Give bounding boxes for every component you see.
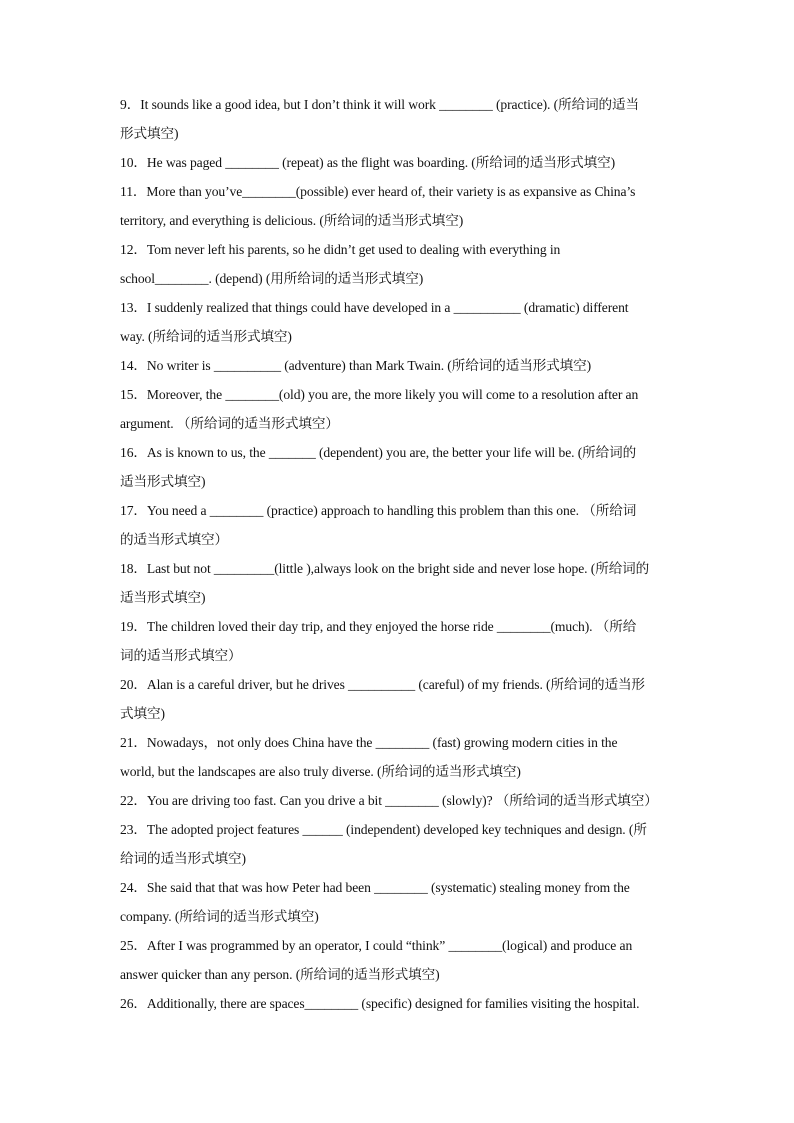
question-line: 23．The adopted project features ______ (independent) developed key techniques and design. (所 (120, 822, 647, 837)
question-line: argument. （所给词的适当形式填空） (120, 416, 339, 431)
question-line: 21．Nowadays，not only does China have the ________ (fast) growing modern cities in the (120, 735, 618, 750)
question-list (120, 90, 676, 1018)
question-line: 22．You are driving too fast. Can you drive a bit ________ (slowly)? （所给词的适当形式填空） (120, 793, 658, 808)
question-line: 适当形式填空) (120, 474, 206, 489)
question-line: 16．As is known to us, the _______ (dependent) you are, the better your life will be. (所给词的 (120, 445, 637, 460)
question-line: 13．I suddenly realized that things could have developed in a __________ (dramatic) different (120, 300, 629, 315)
question-line: 的适当形式填空） (120, 532, 228, 547)
question-line: 词的适当形式填空） (120, 648, 242, 663)
question-line: 26．Additionally, there are spaces________ (specific) designed for families visiting the hospital. (120, 996, 640, 1011)
question-line: 10．He was paged ________ (repeat) as the flight was boarding. (所给词的适当形式填空) (120, 155, 616, 170)
question-line: 式填空) (120, 706, 165, 721)
question-line: 19．The children loved their day trip, and they enjoyed the horse ride ________(much). （所给 (120, 619, 637, 634)
question-line: 11．More than you’ve________(possible) ever heard of, their variety is as expansive as China’s (120, 184, 636, 199)
question-line: 25．After I was programmed by an operator, I could “think” ________(logical) and produce an (120, 938, 633, 953)
question-line: territory, and everything is delicious. (所给词的适当形式填空) (120, 213, 464, 228)
question-line: answer quicker than any person. (所给词的适当形式填空) (120, 967, 440, 982)
question-line: 15．Moreover, the ________(old) you are, the more likely you will come to a resolution after an (120, 387, 639, 402)
question-line: world, but the landscapes are also truly diverse. (所给词的适当形式填空) (120, 764, 521, 779)
question-line: 24．She said that that was how Peter had been ________ (systematic) stealing money from the (120, 880, 630, 895)
question-line: company. (所给词的适当形式填空) (120, 909, 319, 924)
question-line: 适当形式填空) (120, 590, 206, 605)
question-line: way. (所给词的适当形式填空) (120, 329, 292, 344)
question-line: 给词的适当形式填空) (120, 851, 246, 866)
question-line: 形式填空) (120, 126, 179, 141)
question-line: 17．You need a ________ (practice) approach to handling this problem than this one. （所给词 (120, 503, 637, 518)
question-line: 20．Alan is a careful driver, but he drives __________ (careful) of my friends. (所给词的适当形 (120, 677, 645, 692)
question-line: school________. (depend) (用所给词的适当形式填空) (120, 271, 424, 286)
question-line: 9．It sounds like a good idea, but I don’t think it will work ________ (practice). (所给词的适当 (120, 97, 640, 112)
question-line: 14．No writer is __________ (adventure) than Mark Twain. (所给词的适当形式填空) (120, 358, 592, 373)
question-line: 18．Last but not _________(little ),always look on the bright side and never lose hope. (所给词的 (120, 561, 650, 576)
question-line: 12．Tom never left his parents, so he didn’t get used to dealing with everything in (120, 242, 561, 257)
